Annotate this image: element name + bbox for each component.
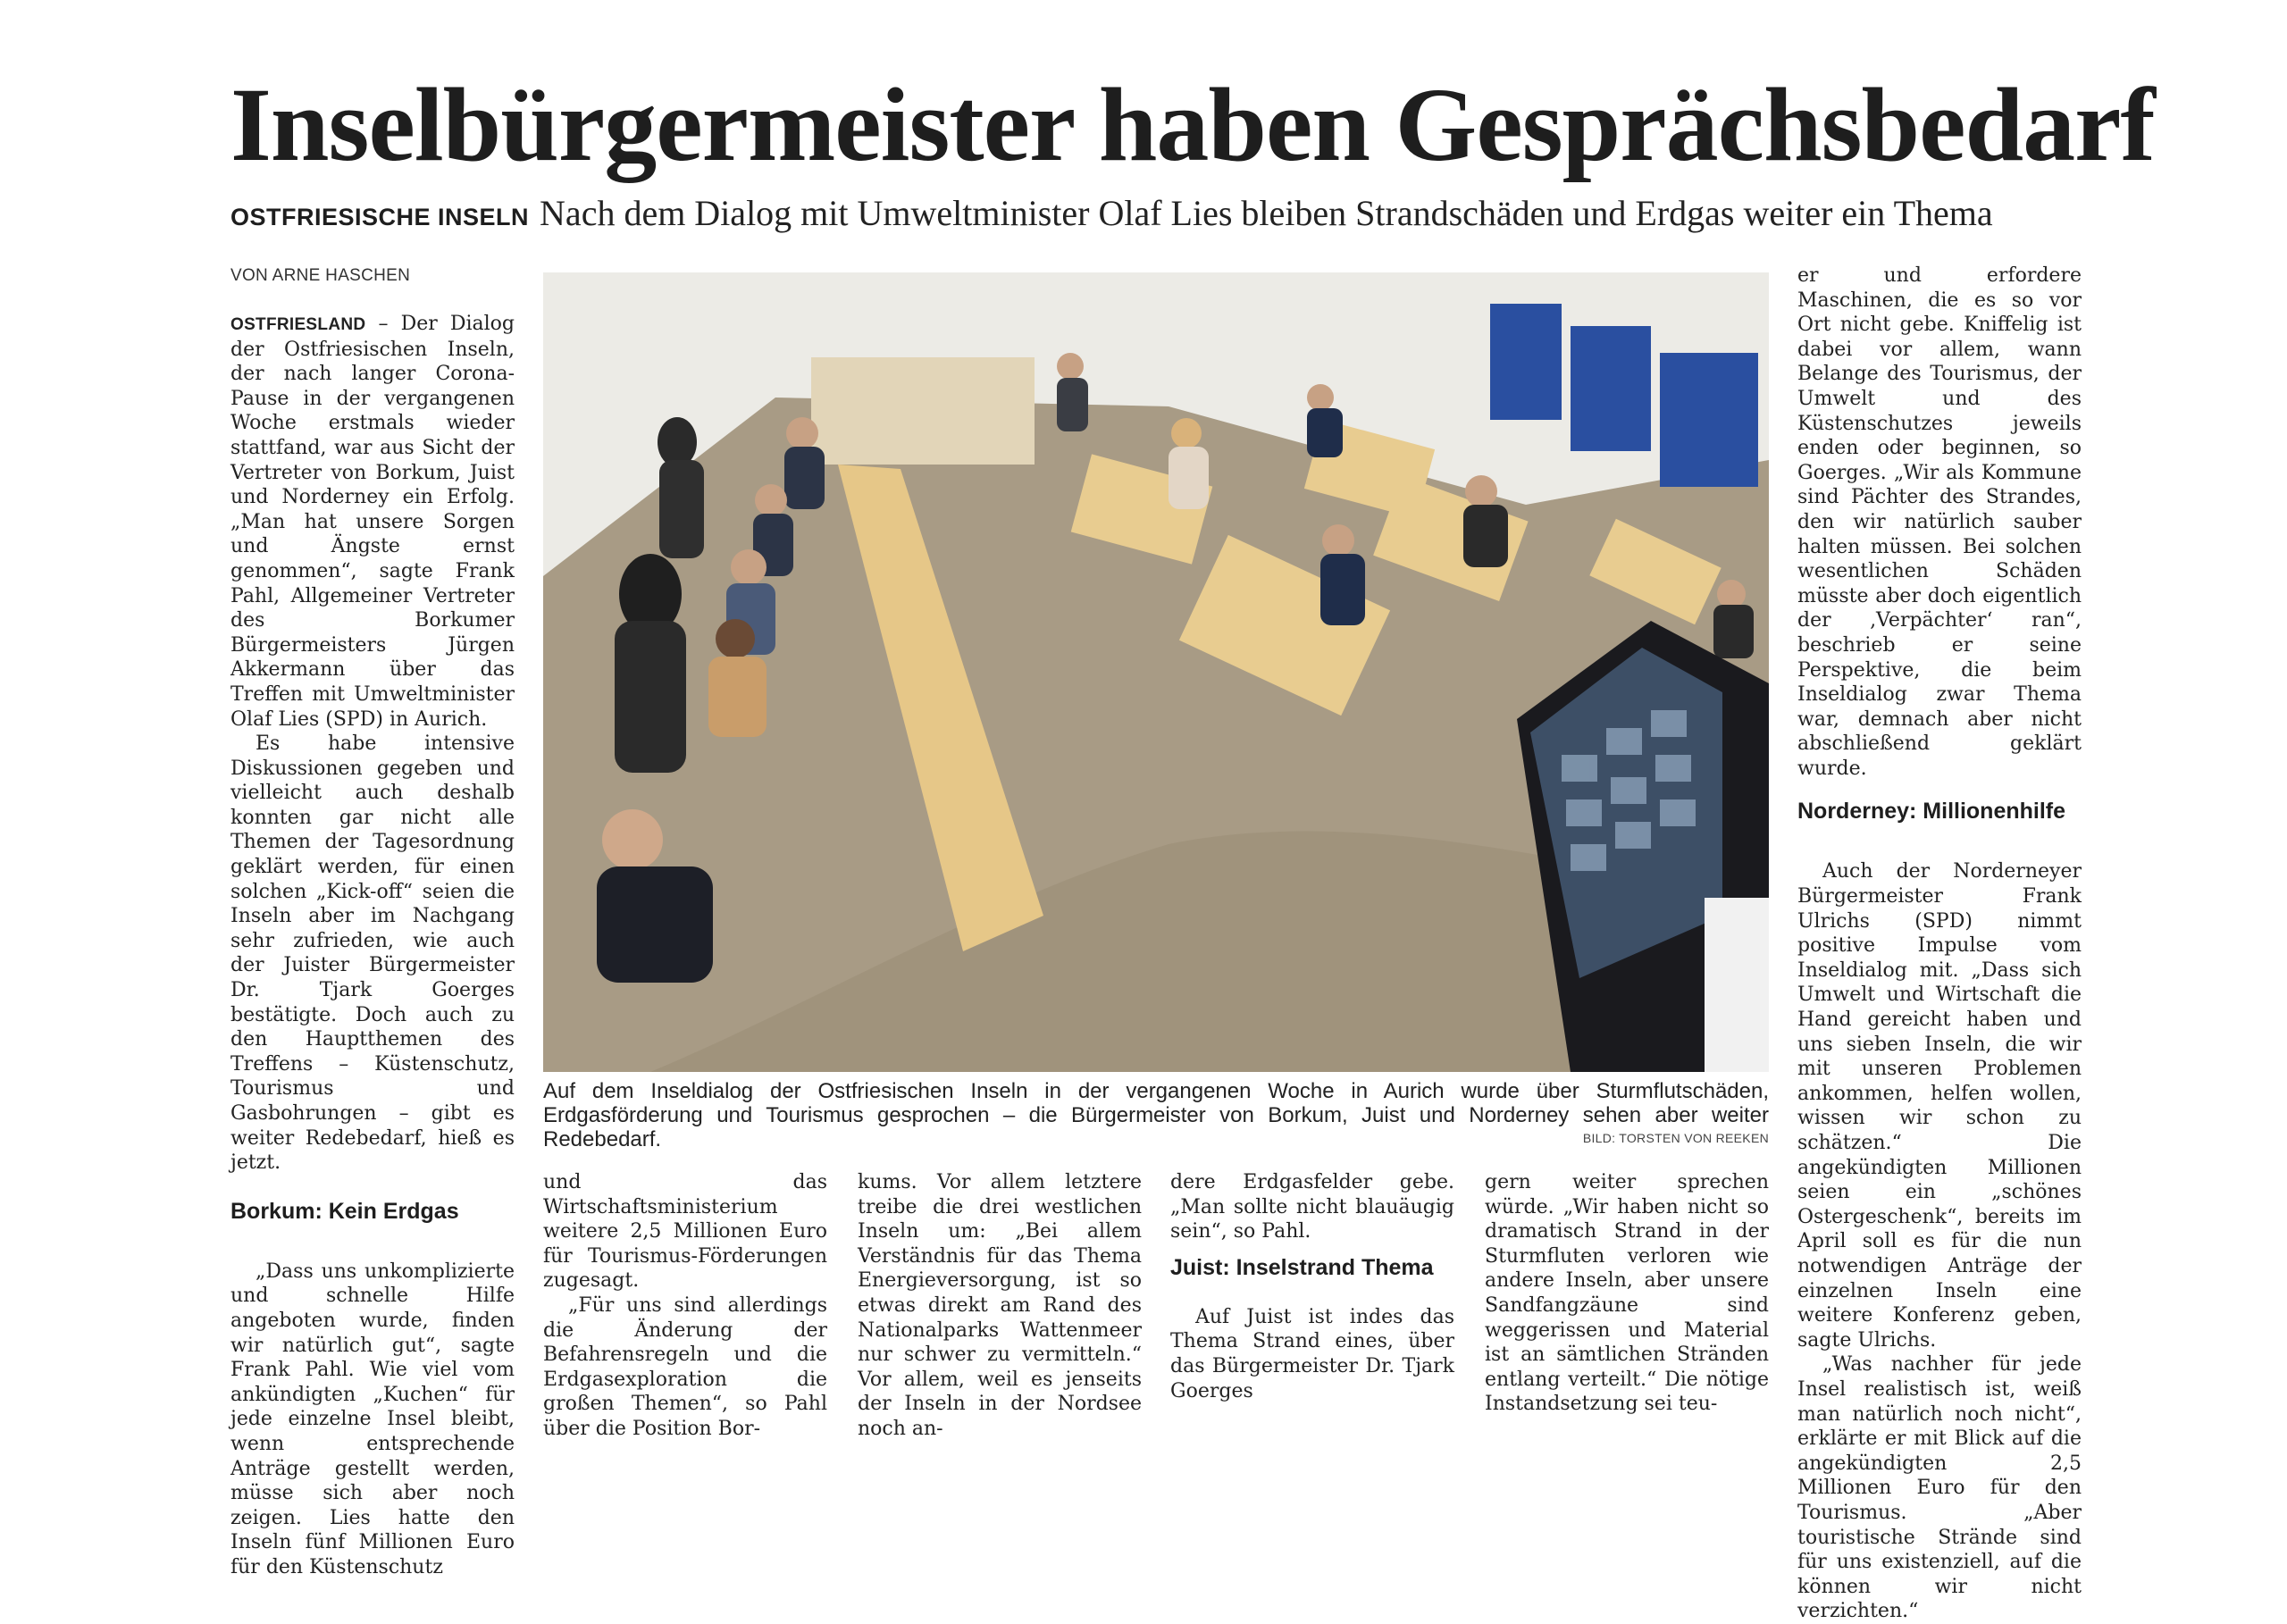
- article-column-5: [1485, 1170, 1769, 1417]
- paragraph: kums. Vor allem letztere treibe die drei westlichen Inseln um: „Bei allem Verständnis für das Thema Energieversorgung, ist so etwas direkt am Rand des Nationalparks Wattenmeer nur schwer zu vermitteln.“ Vor allem, weil es jenseits der Inseln in der Nordsee noch an-: [858, 1171, 1142, 1440]
- dateline: OSTFRIESLAND: [230, 315, 366, 334]
- paragraph: Es habe intensive Diskussionen gegeben und vielleicht auch deshalb konnten gar nicht alle Themen der Tagesordnung geklärt werden, für einen solchen „Kick-off“ seien die Inseln aber im Nachgang sehr zufrieden, wie auch der Juister Bürgermeister Dr. Tjark Goerges bestätigte. Doch auch zu den Hauptthemen des Treffens – Küstenschutz, Tourismus und Gasbohrungen – gibt es weiter Redebedarf, hieß es jetzt.: [230, 732, 515, 1175]
- article-column-1: [230, 312, 515, 1580]
- article-column-4: [1170, 1170, 1454, 1403]
- meeting-photo-illustration: [543, 272, 1769, 1072]
- subhead-borkum: Borkum: Kein Erdgas: [230, 1198, 459, 1224]
- paragraph: „Was nachher für jede Insel realistisch ist, weiß man natürlich noch nicht“, erklärte er mit Blick auf die angekündigten 2,5 Millionen Euro für den Tourismus. „Aber touristische Strände sind für uns existenziell, auf die können wir nicht verzichten.“: [1797, 1353, 2082, 1623]
- paragraph-text: – Der Dialog der Ostfriesischen Inseln, der nach langer Corona-Pause in der vergangenen Woche erstmals wieder stattfand, war aus Sicht der Vertreter von Borkum, Juist und Norderney ein Erfolg. „Man hat unsere Sorgen und Ängste ernst genommen“, sagte Frank Pahl, Allgemeiner Vertreter des Borkumer Bürgermeisters Jürgen Akkermann über das Treffen mit Umweltminister Olaf Lies (SPD) in Aurich.: [230, 313, 515, 731]
- paragraph: Auch der Norderneyer Bürgermeister Frank Ulrichs (SPD) nimmt positive Impulse vom Inseldialog mit. „Dass sich Umwelt und Wirtschaft die Hand gereicht haben und uns sieben Inseln, die wir mit unseren Problemen ankommen, helfen wollen, wissen wir schon zu schätzen.“ Die angekündigten Millionen seien ein „schönes Ostergeschenk“, bereits im April soll es für die nun notwendigen Anträge der einzelnen Inseln eine weitere Konferenz geben, sagte Ulrichs.: [1797, 860, 2082, 1352]
- kicker: OSTFRIESISCHE INSELN: [230, 204, 530, 230]
- headline: Inselbürgermeister haben Gesprächsbedarf: [230, 66, 2155, 183]
- subheadline: [230, 192, 2071, 234]
- article-photo: [543, 272, 1769, 1072]
- article-column-3: [858, 1170, 1142, 1442]
- paragraph: dere Erdgasfelder gebe. „Man sollte nicht blauäugig sein“, so Pahl.: [1170, 1171, 1454, 1243]
- paragraph: [230, 312, 515, 732]
- paragraph: er und erfordere Maschinen, die es so vor Ort nicht gebe. Kniffelig ist dabei vor allem, wann Belange des Tourismus, der Umwelt und des Küstenschutzes jeweils enden oder beginnen, so Goerges. „Wir als Kommune sind Pächter des Strandes, den wir natürlich sauber halten müssen. Bei solchen wesentlichen Schäden müsste aber doch eigentlich der ‚Verpächter‘ ran“, beschrieb er seine Perspektive, die beim Inseldialog zwar Thema war, demnach aber nicht abschließend geklärt wurde.: [1797, 264, 2082, 780]
- subhead-norderney: Norderney: Millionenhilfe: [1797, 799, 2066, 825]
- paragraph: und das Wirtschaftsministerium weitere 2,5 Millionen Euro für Tourismus-Förderungen zugesagt.: [543, 1171, 827, 1293]
- dek: Nach dem Dialog mit Umweltminister Olaf Lies bleiben Strandschäden und Erdgas weiter ein Thema: [540, 193, 1993, 233]
- photo-caption: Auf dem Inseldialog der Ostfriesischen Inseln in der vergangenen Woche in Aurich wurde über Sturmflutschäden, Erdgasförderung und Tourismus gesprochen – die Bürgermeister von Borkum, Juist und Norderney sehen aber weiter Redebedarf.: [543, 1079, 1769, 1151]
- subhead-juist: Juist: Inselstrand Thema: [1170, 1254, 1434, 1280]
- paragraph: „Für uns sind allerdings die Änderung der Befahrensregeln und die Erdgasexploration die großen Themen“, so Pahl über die Position Bor-: [543, 1293, 827, 1440]
- photo-credit: BILD: TORSTEN VON REEKEN: [1582, 1131, 1769, 1145]
- paragraph: „Dass uns unkomplizierte und schnelle Hilfe angeboten wurde, finden wir natürlich gut“, sagte Frank Pahl. Wie viel vom ankündigten „Kuchen“ für jede einzelne Insel bleibt, wenn entsprechende Anträge gestellt werden, müsse sich aber noch zeigen. Lies hatte den Inseln fünf Millionen Euro für den Küstenschutz: [230, 1260, 515, 1578]
- paragraph: gern weiter sprechen würde. „Wir haben nicht so dramatisch Strand in der Sturmfluten verloren wie andere Inseln, aber unsere Sandfangzäune sind weggerissen und Material ist an sämtlichen Stränden entlang verteilt.“ Die nötige Instandsetzung sei teu-: [1485, 1171, 1769, 1416]
- article-column-2: [543, 1170, 827, 1442]
- paragraph: Auf Juist ist indes das Thema Strand eines, über das Bürgermeister Dr. Tjark Goerges: [1170, 1305, 1454, 1402]
- byline: VON ARNE HASCHEN: [230, 266, 411, 285]
- article-column-6: [1797, 264, 2082, 1624]
